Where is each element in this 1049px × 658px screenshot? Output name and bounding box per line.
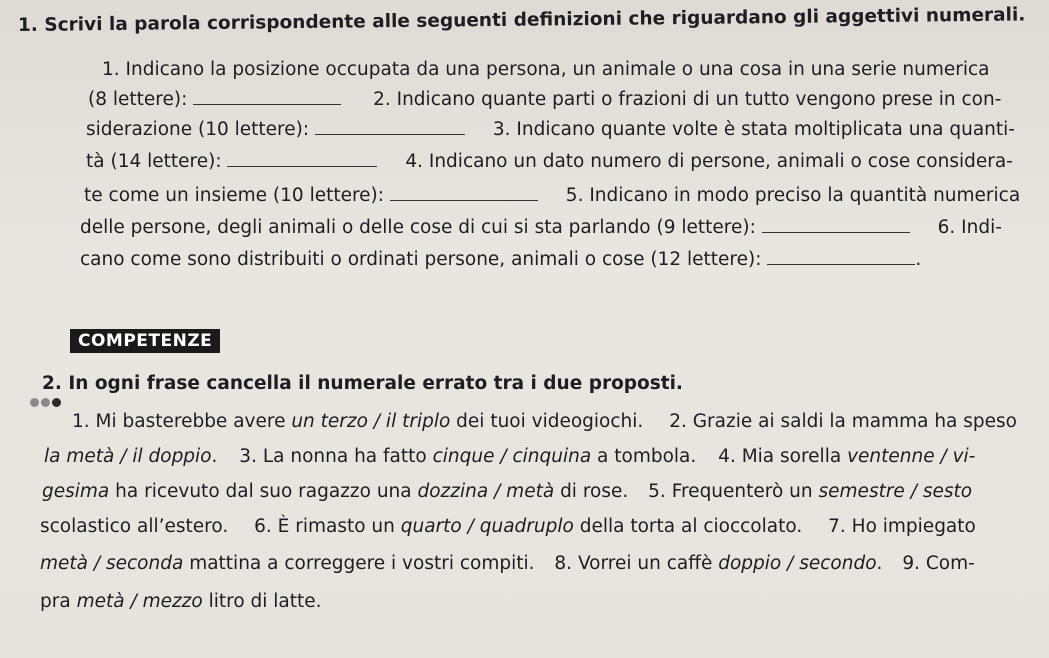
answer-blank-1[interactable] [193,90,341,105]
difficulty-dots [30,398,61,407]
difficulty-dot-icon [41,398,50,407]
sentence-4-options-part2[interactable]: gesima [42,481,110,502]
answer-blank-3[interactable] [227,152,377,167]
exercise-1-line-3 [86,118,1015,142]
answer-blank-2[interactable] [315,120,465,135]
sentence-1-options[interactable]: un terzo / il triplo [291,411,451,432]
sentence-9-text-cont: pra [40,591,77,612]
answer-blank-6[interactable] [767,250,915,265]
line-end-period: . [915,249,922,270]
sentence-9-options[interactable]: metà / mezzo [76,591,203,612]
sentence-6-end: della torta al cioccolato. [573,516,803,537]
sentence-7-end: mattina a correggere i vostri compiti. [183,553,535,574]
sentence-3-text: 3. La nonna ha fatto [239,446,433,467]
exercise-1-line-4 [86,150,1013,174]
difficulty-dot-icon [30,398,39,407]
exercise-2-title: 2. In ogni frase cancella il numerale errato tra i due proposti. [42,373,683,394]
exercise-1-line-5 [84,184,1020,208]
sentence-5-options[interactable]: semestre / sesto [818,481,973,502]
sentence-5-end: scolastico all’estero. [40,516,229,537]
definition-5-text: 5. Indicano in modo preciso la quantità numerica [565,185,1021,206]
sentence-4-options-2[interactable]: dozzina / metà [417,481,555,502]
definition-4-count: te come un insieme (10 lettere): [84,185,385,206]
answer-blank-4[interactable] [390,186,538,201]
exercise-2-line-1 [72,410,1017,434]
definition-3-count: tà (14 lettere): [86,151,222,172]
exercise-1-title: 1. Scrivi la parola corrispondente alle seguenti definizioni che riguardano gli aggettivi numerali. [17,4,1026,36]
definition-2-text: 2. Indicano quante parti o frazioni di un tutto vengono prese in con- [373,89,1002,110]
definition-6-count: cano come sono distribuiti o ordinati persone, animali o cose (12 lettere): [80,249,762,270]
sentence-1-end: dei tuoi videogiochi. [450,411,644,432]
exercise-1-line-2 [88,88,1001,112]
definition-1-text: 1. Indicano la posizione occupata da una persona, un animale o una cosa in una serie numerica [102,59,990,80]
sentence-6-text: 6. È rimasto un [254,516,401,537]
exercise-2-line-2 [44,445,975,469]
sentence-9-text: 9. Com- [902,553,975,574]
definition-4-text: 4. Indicano un dato numero di persone, animali o cose considera- [405,151,1013,172]
exercise-1-line-7 [80,248,921,272]
sentence-6-options[interactable]: quarto / quadruplo [400,516,574,537]
sentence-4-options-part1[interactable]: ventenne / vi- [847,446,976,467]
sentence-1-text: 1. Mi basterebbe avere [72,411,292,432]
definition-5-count: delle persone, degli animali o delle cose di cui si sta parlando (9 lettere): [80,217,756,238]
sentence-2-options[interactable]: la metà / il doppio [44,446,212,467]
exercise-2-line-6 [40,590,322,614]
sentence-4-end: di rose. [554,481,629,502]
sentence-8-options[interactable]: doppio / secondo [718,553,877,574]
sentence-4-text: 4. Mia sorella [718,446,848,467]
sentence-4-middle: ha ricevuto dal suo ragazzo una [109,481,418,502]
exercise-1-line-6 [80,216,1002,240]
exercise-2-line-5 [40,552,975,576]
definition-3-text: 3. Indicano quante volte è stata moltiplicata una quanti- [492,119,1015,140]
sentence-2-end: . [211,446,218,467]
sentence-3-options[interactable]: cinque / cinquina [432,446,592,467]
definition-1-count: (8 lettere): [88,89,188,110]
exercise-2-line-3 [42,480,972,504]
definition-6-text: 6. Indi- [937,217,1002,238]
exercise-1-line-1 [102,58,990,82]
answer-blank-5[interactable] [762,218,910,233]
sentence-7-text: 7. Ho impiegato [828,516,976,537]
sentence-5-text: 5. Frequenterò un [648,481,819,502]
sentence-3-end: a tombola. [591,446,697,467]
sentence-8-text: 8. Vorrei un caffè [554,553,719,574]
definition-2-count: siderazione (10 lettere): [86,119,310,140]
sentence-9-end: litro di latte. [202,591,322,612]
competenze-badge: COMPETENZE [70,329,220,353]
sentence-2-text: 2. Grazie ai saldi la mamma ha speso [669,411,1017,432]
sentence-7-options[interactable]: metà / seconda [40,553,184,574]
sentence-8-end: . [876,553,883,574]
exercise-2-line-4 [40,515,976,539]
difficulty-dot-icon [52,398,61,407]
